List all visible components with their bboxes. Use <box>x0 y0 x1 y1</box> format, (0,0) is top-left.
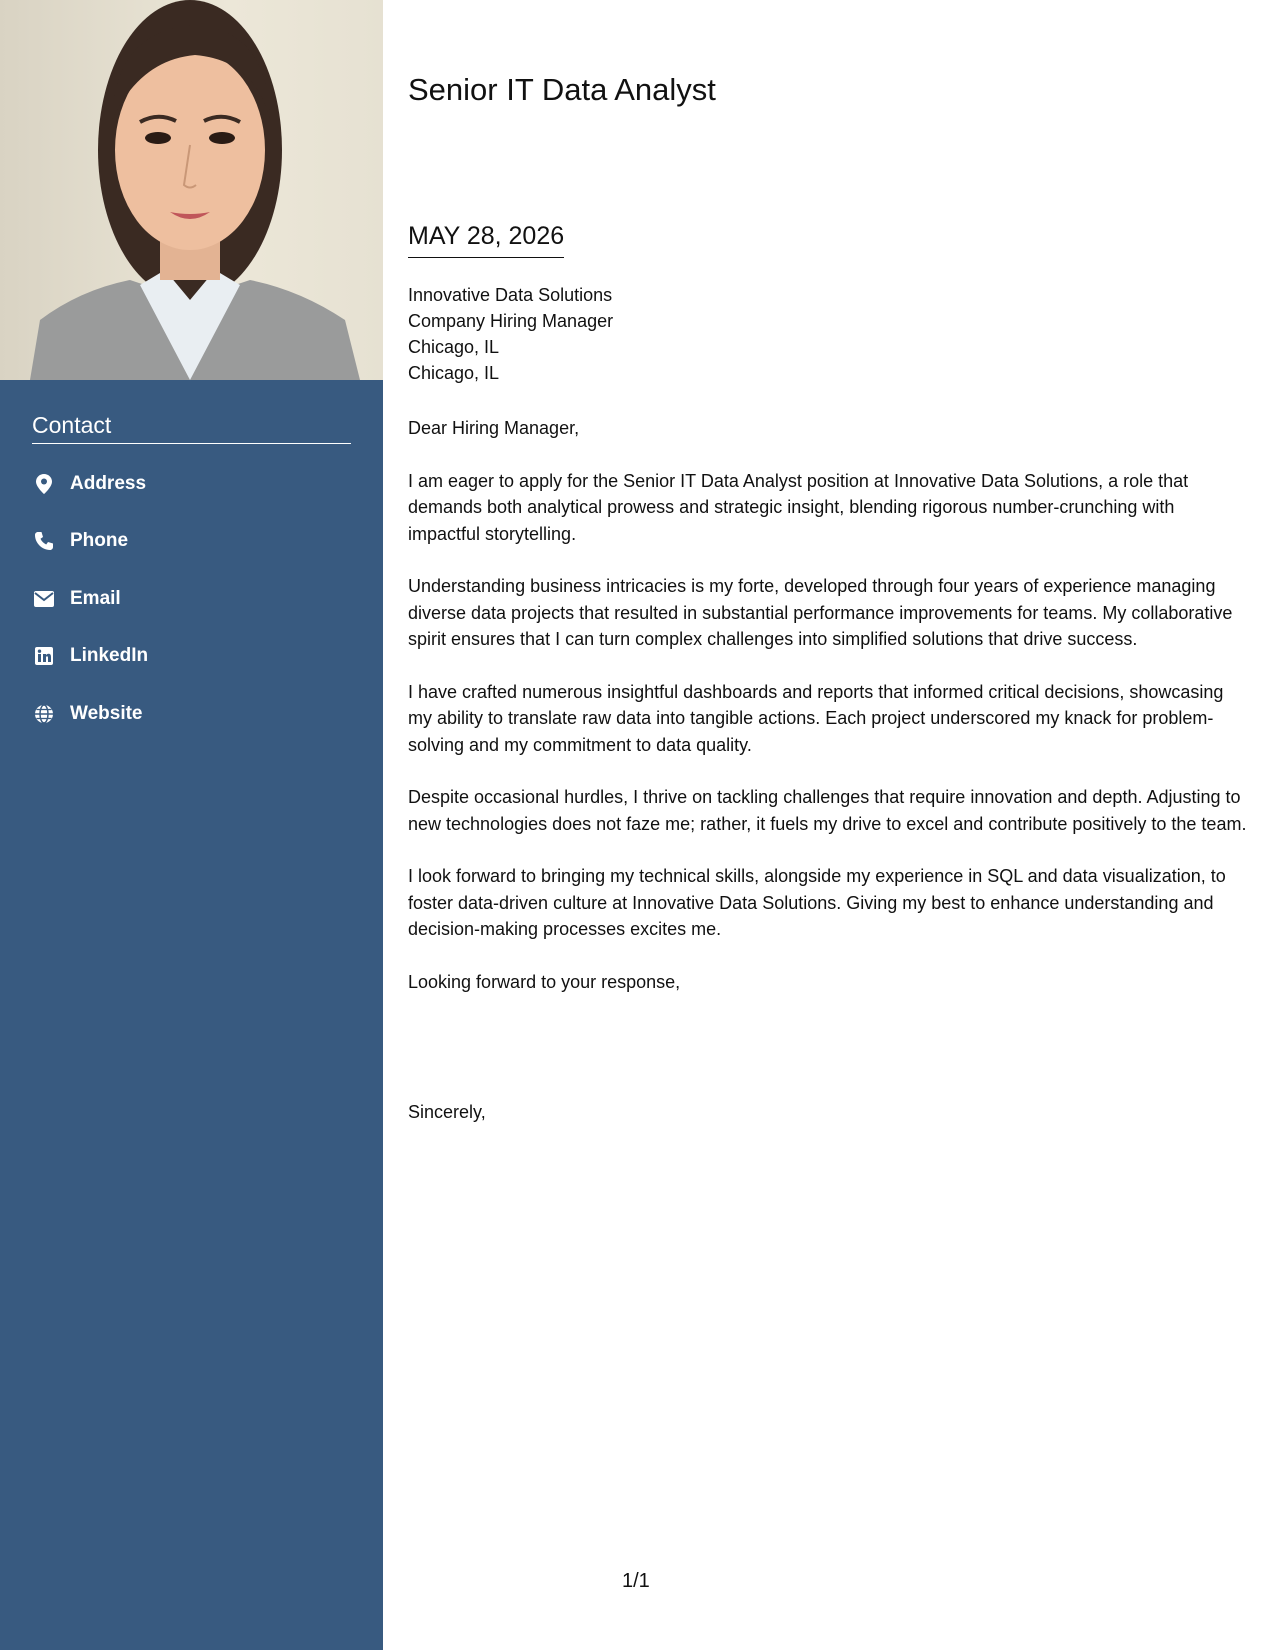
recipient-block <box>408 282 613 386</box>
contact-item-phone[interactable] <box>32 513 148 571</box>
closing: Sincerely, <box>408 1102 486 1122</box>
page-number: 1/1 <box>622 1570 650 1592</box>
globe-icon <box>32 702 56 726</box>
contact-heading: Contact <box>32 412 351 444</box>
map-pin-icon <box>32 472 56 496</box>
letter-date: MAY 28, 2026 <box>408 222 564 258</box>
contact-item-linkedin[interactable] <box>32 628 148 686</box>
job-title: Senior IT Data Analyst <box>408 72 716 107</box>
linkedin-icon <box>32 644 56 668</box>
contact-label-email: Email <box>70 587 121 609</box>
paragraph: Understanding business intricacies is my forte, developed through four years of experience managing diverse data projects that resulted in substantial performance improvements for teams. My collaborative spirit ensures that I can turn complex challenges into simplified solutions that drive success. <box>408 576 1233 649</box>
paragraph: I am eager to apply for the Senior IT Data Analyst position at Innovative Data Solutions, a role that demands both analytical prowess and strategic insight, blending rigorous number-crunching with impactful storytelling. <box>408 470 1189 544</box>
paragraph: Looking forward to your response, <box>408 971 681 992</box>
sidebar <box>0 0 383 1650</box>
contact-item-address[interactable] <box>32 455 148 513</box>
contact-item-website[interactable] <box>32 685 148 743</box>
recipient-title: Company Hiring Manager <box>408 311 614 331</box>
contact-list <box>32 455 148 743</box>
contact-label-phone: Phone <box>70 530 129 552</box>
recipient-city: Chicago, IL <box>408 337 500 357</box>
paragraph: I look forward to bringing my technical skills, alongside my experience in SQL and data visualization, to foster data-driven culture at Innovative Data Solutions. Giving my best to enhance understanding and decision-making processes excites me. <box>408 866 1226 939</box>
profile-photo <box>0 0 383 380</box>
salutation: Dear Hiring Manager, <box>408 418 580 438</box>
contact-label-address: Address <box>70 472 147 494</box>
phone-icon <box>32 529 56 553</box>
recipient-city-2: Chicago, IL <box>408 363 500 383</box>
contact-label-linkedin: LinkedIn <box>70 645 149 667</box>
contact-item-email[interactable] <box>32 570 148 628</box>
envelope-icon <box>32 587 56 611</box>
paragraph: Despite occasional hurdles, I thrive on tackling challenges that require innovation and depth. Adjusting to new technologies does not faze me; rather, it fuels my drive to excel and contribute positively to the team. <box>408 787 1247 834</box>
portrait-illustration <box>0 0 383 380</box>
recipient-company: Innovative Data Solutions <box>408 285 613 305</box>
letter-content <box>408 415 1248 1021</box>
paragraph: I have crafted numerous insightful dashboards and reports that informed critical decisions, showcasing my ability to translate raw data into tangible actions. Each project underscored my knack for problem-solving and my commitment to data quality. <box>408 681 1224 755</box>
contact-label-website: Website <box>70 702 143 724</box>
